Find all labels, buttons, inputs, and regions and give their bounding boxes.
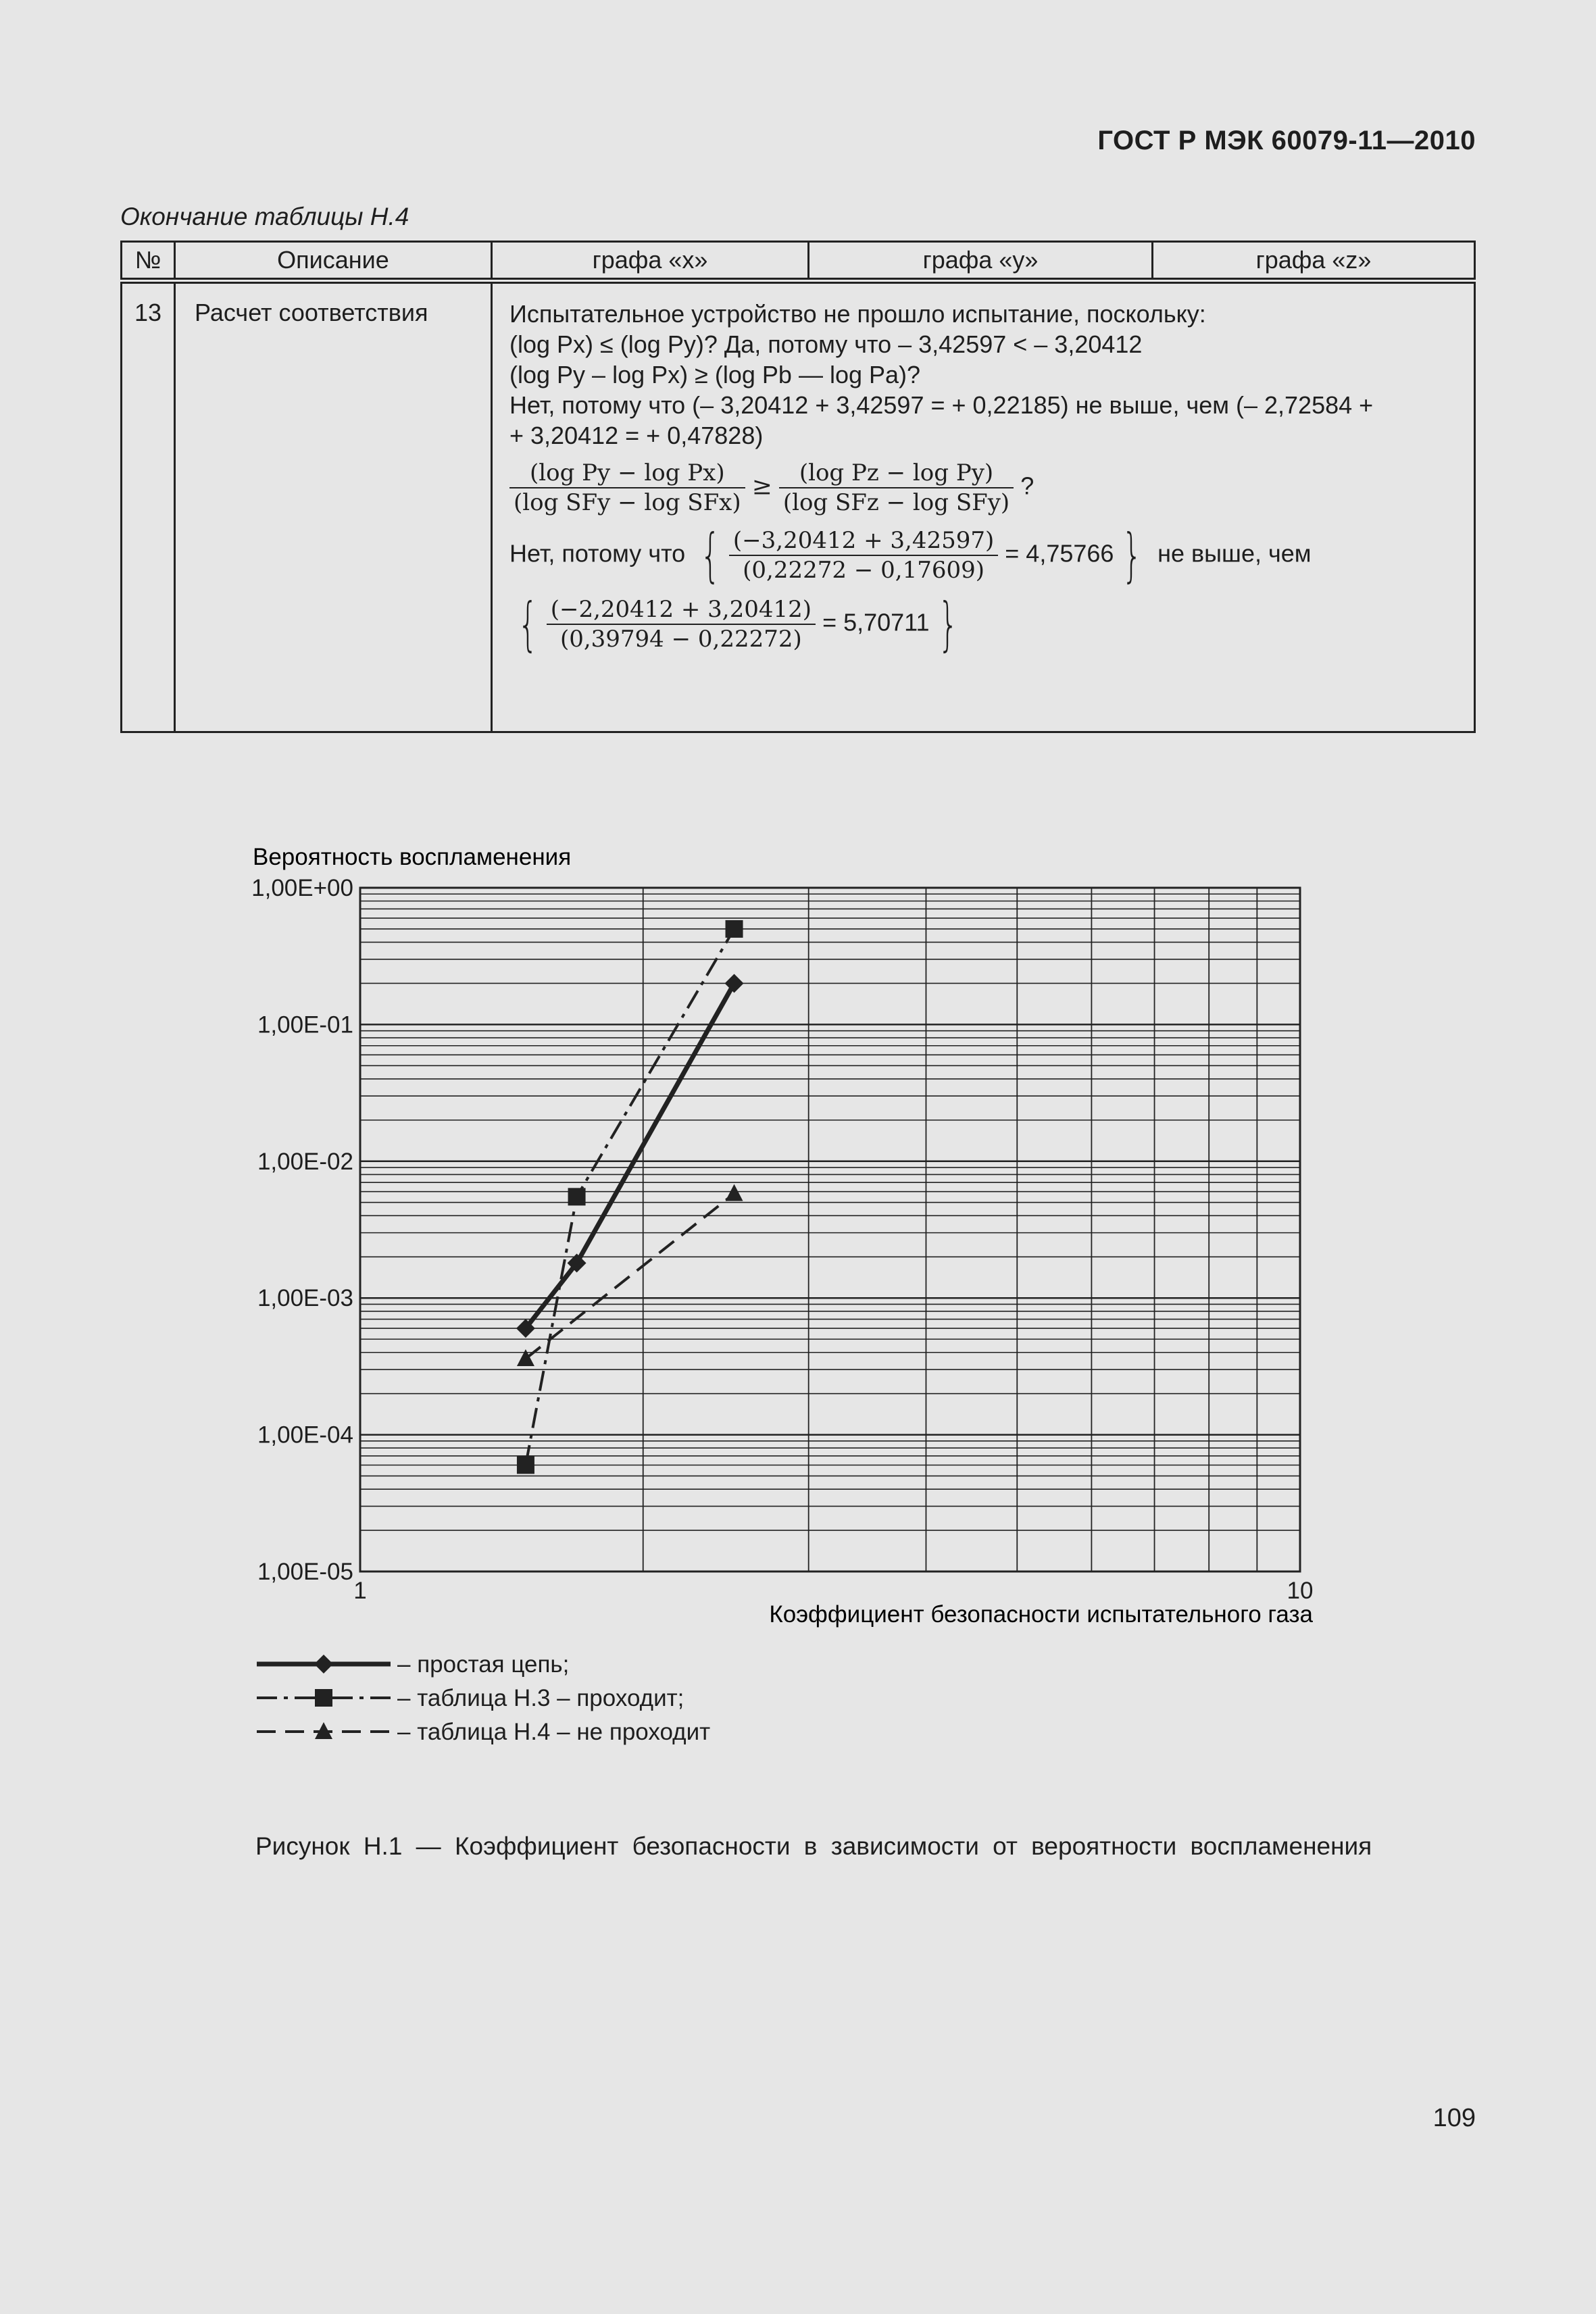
- legend-marker-diamond: [314, 1655, 333, 1674]
- right-brace-icon: }: [1122, 522, 1143, 589]
- plot-frame: [360, 888, 1300, 1571]
- figure-caption: Рисунок Н.1 — Коэффициент безопасности в зависимости от вероятности воспламенения: [255, 1832, 1372, 1860]
- not-higher-label: не выше, чем: [1157, 539, 1312, 568]
- x-tick-label: 1: [353, 1578, 367, 1604]
- x-tick-label: 10: [1287, 1578, 1314, 1604]
- header-number: №: [122, 242, 175, 281]
- calc-line-4: Нет, потому что (– 3,20412 + 3,42597 = + 0,22185) не выше, чем (– 2,72584 +: [509, 391, 1374, 419]
- fraction-3-result: = 4,75766: [1005, 539, 1114, 568]
- data-point-diamond: [725, 974, 744, 992]
- fraction-3-numerator: (−3,20412 + 3,42597): [729, 526, 998, 556]
- chart-grid: [360, 888, 1300, 1571]
- no-because-label: Нет, потому что: [509, 539, 686, 568]
- legend-marker-square: [315, 1689, 332, 1707]
- y-tick-label: 1,00E-01: [257, 1011, 353, 1038]
- legend-label: – таблица Н.3 – проходит;: [397, 1685, 684, 1711]
- fraction-4-denominator: (0,39794 − 0,22272): [559, 626, 802, 653]
- data-point-triangle: [517, 1349, 534, 1366]
- chart-series: [516, 920, 744, 1474]
- page-number: 109: [1432, 2104, 1476, 2132]
- calc-line-3: (log Py – log Px) ≥ (log Pb — log Pa)?: [509, 361, 921, 388]
- header-column-y: графа «y»: [809, 242, 1153, 281]
- row-number: 13: [122, 281, 175, 732]
- ge-sign: ≥: [751, 472, 772, 501]
- row-description: Расчет соответствия: [175, 281, 492, 732]
- y-tick-label: 1,00E-04: [257, 1422, 353, 1449]
- table-caption: Окончание таблицы Н.4: [120, 203, 409, 230]
- y-tick-label: 1,00E-02: [257, 1148, 353, 1175]
- series-line-diamond: [526, 983, 734, 1328]
- y-tick-label: 1,00E-05: [257, 1559, 353, 1585]
- left-brace-icon: {: [700, 522, 721, 589]
- data-point-square: [726, 920, 743, 938]
- legend-label: – простая цепь;: [397, 1651, 570, 1678]
- legend-label: – таблица Н.4 – не проходит: [397, 1719, 711, 1745]
- x-axis-title: Коэффициент безопасности испытательного газа: [769, 1601, 1313, 1628]
- header-column-z: графа «z»: [1153, 242, 1475, 281]
- series-line-square: [526, 929, 734, 1465]
- y-axis-title: Вероятность воспламенения: [253, 844, 572, 870]
- fraction-4-result: = 5,70711: [822, 608, 930, 636]
- y-tick-label: 1,00E+00: [251, 875, 353, 901]
- standard-header: ГОСТ Р МЭК 60079-11—2010: [1097, 126, 1476, 155]
- left-brace-icon: {: [518, 590, 539, 658]
- chart-legend: [257, 1651, 710, 1745]
- data-point-square: [568, 1188, 586, 1205]
- calc-line-2: (log Px) ≤ (log Py)? Да, потому что – 3,42597 < – 3,20412: [509, 330, 1143, 358]
- header-column-x: графа «x»: [492, 242, 809, 281]
- fraction-1-numerator: (log Py − log Px): [509, 459, 745, 488]
- data-point-triangle: [726, 1184, 743, 1201]
- series-line-triangle: [526, 1194, 734, 1359]
- calc-line-1: Испытательное устройство не прошло испытание, поскольку:: [509, 300, 1206, 328]
- fraction-2-denominator: (log SFz − log SFy): [782, 489, 1010, 516]
- fraction-2-numerator: (log Pz − log Py): [779, 459, 1014, 488]
- fraction-1-denominator: (log SFy − log SFx): [514, 489, 741, 516]
- fraction-3-denominator: (0,22272 − 0,17609): [743, 557, 984, 584]
- header-description: Описание: [175, 242, 492, 281]
- data-point-square: [517, 1457, 534, 1474]
- y-tick-label: 1,00E-03: [257, 1285, 353, 1312]
- right-brace-icon: }: [937, 590, 958, 658]
- fraction-4-numerator: (−2,20412 + 3,20412): [547, 595, 816, 625]
- calc-line-5: + 3,20412 = + 0,47828): [509, 422, 764, 449]
- question-mark: ?: [1020, 472, 1034, 500]
